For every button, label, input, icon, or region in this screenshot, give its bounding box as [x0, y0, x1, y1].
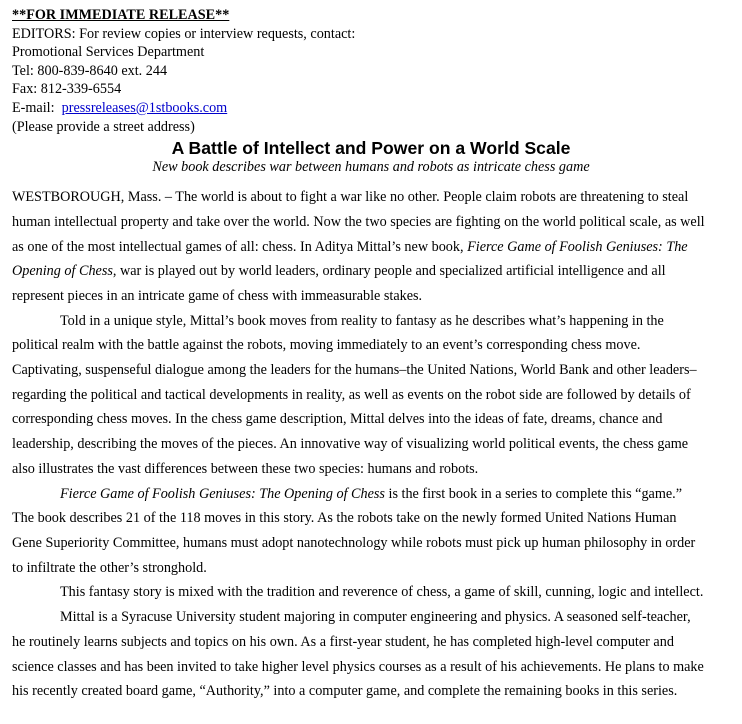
book-title: Fierce Game of Foolish Geniuses: The	[467, 238, 688, 255]
text-line: leadership, describing the moves of the pieces. An innovative way of visualizing world political events, the chess game	[12, 436, 689, 453]
paragraph-3	[12, 482, 732, 581]
text-line: This fantasy story is mixed with the tradition and reverence of chess, a game of skill, cunning, logic and intellect.	[60, 584, 704, 601]
text-line: also illustrates the vast differences between these two species: humans and robots.	[12, 460, 479, 477]
email-link[interactable]: pressreleases@1stbooks.com	[61, 99, 228, 116]
paragraph-4	[12, 580, 732, 605]
text-line: WESTBOROUGH, Mass. – The world is about to fight a war like no other. People claim robots are threatening to steal	[12, 189, 689, 206]
department-line: Promotional Services Department	[12, 44, 205, 61]
text-line	[12, 259, 732, 284]
text-line	[12, 482, 732, 507]
text-line: Captivating, suspenseful dialogue among the leaders for the humans–the United Nations, World Bank and other leaders–	[12, 362, 697, 379]
paragraph-2	[12, 309, 732, 482]
text-line: political realm with the battle against the robots, moving immediately to an event’s corresponding chess move.	[12, 337, 641, 354]
text-line: Told in a unique style, Mittal’s book moves from reality to fantasy as he describes what’s happening in the	[60, 312, 664, 329]
text-line: represent pieces in an intricate game of chess with immeasurable stakes.	[12, 287, 423, 304]
text-span: as one of the most intellectual games of all: chess. In Aditya Mittal’s new book,	[12, 238, 468, 255]
address-note: (Please provide a street address)	[12, 118, 195, 135]
tel-line: Tel: 800-839-8640 ext. 244	[12, 62, 168, 79]
paragraph-1	[12, 185, 732, 309]
subheadline: New book describes war between humans and robots as intricate chess game	[152, 159, 590, 176]
text-line: regarding the political and tactical developments in reality, as well as events on the robot side are followed by details of	[12, 386, 691, 403]
text-line: his recently created board game, “Authority,” into a computer game, and complete the remaining books in this series.	[12, 683, 678, 700]
book-title: Fierce Game of Foolish Geniuses: The Opening of Chess	[60, 485, 385, 502]
text-line: corresponding chess moves. In the chess game description, Mittal delves into the ideas of fate, dreams, chance and	[12, 411, 663, 428]
editors-line: EDITORS: For review copies or interview requests, contact:	[12, 25, 356, 42]
paragraph-5	[12, 605, 732, 704]
text-line	[12, 235, 732, 260]
text-line: Mittal is a Syracuse University student majoring in computer engineering and physics. A seasoned self-teacher,	[60, 609, 691, 626]
fax-line: Fax: 812-339-6554	[12, 81, 122, 98]
text-line: to infiltrate the other’s stronghold.	[12, 559, 207, 576]
email-line	[12, 99, 742, 118]
text-line: he routinely learns subjects and topics on his own. As a first-year student, he has completed high-level computer and	[12, 633, 674, 650]
headline: A Battle of Intellect and Power on a World Scale	[171, 138, 571, 159]
text-line: science classes and has been invited to take higher level physics courses as a result of his achievements. He plans to make	[12, 658, 704, 675]
article-body	[12, 185, 732, 704]
book-title: Opening of Chess	[12, 263, 113, 280]
text-line: Gene Superiority Committee, humans must adopt nanotechnology while robots must pick up human philosophy in order	[12, 535, 696, 551]
text-line: human intellectual property and take over the world. Now the two species are fighting on the world political scale, as well	[12, 213, 705, 230]
contact-header	[12, 6, 742, 136]
text-span: , war is played out by world leaders, ordinary people and specialized artificial intelligence and all	[112, 263, 666, 280]
release-notice: **FOR IMMEDIATE RELEASE**	[12, 7, 230, 23]
text-span: is the first book in a series to complete this “game.”	[384, 485, 683, 502]
email-label: E-mail:	[12, 99, 62, 116]
text-line: The book describes 21 of the 118 moves in this story. As the robots take on the newly formed United Nations Human	[12, 510, 677, 527]
